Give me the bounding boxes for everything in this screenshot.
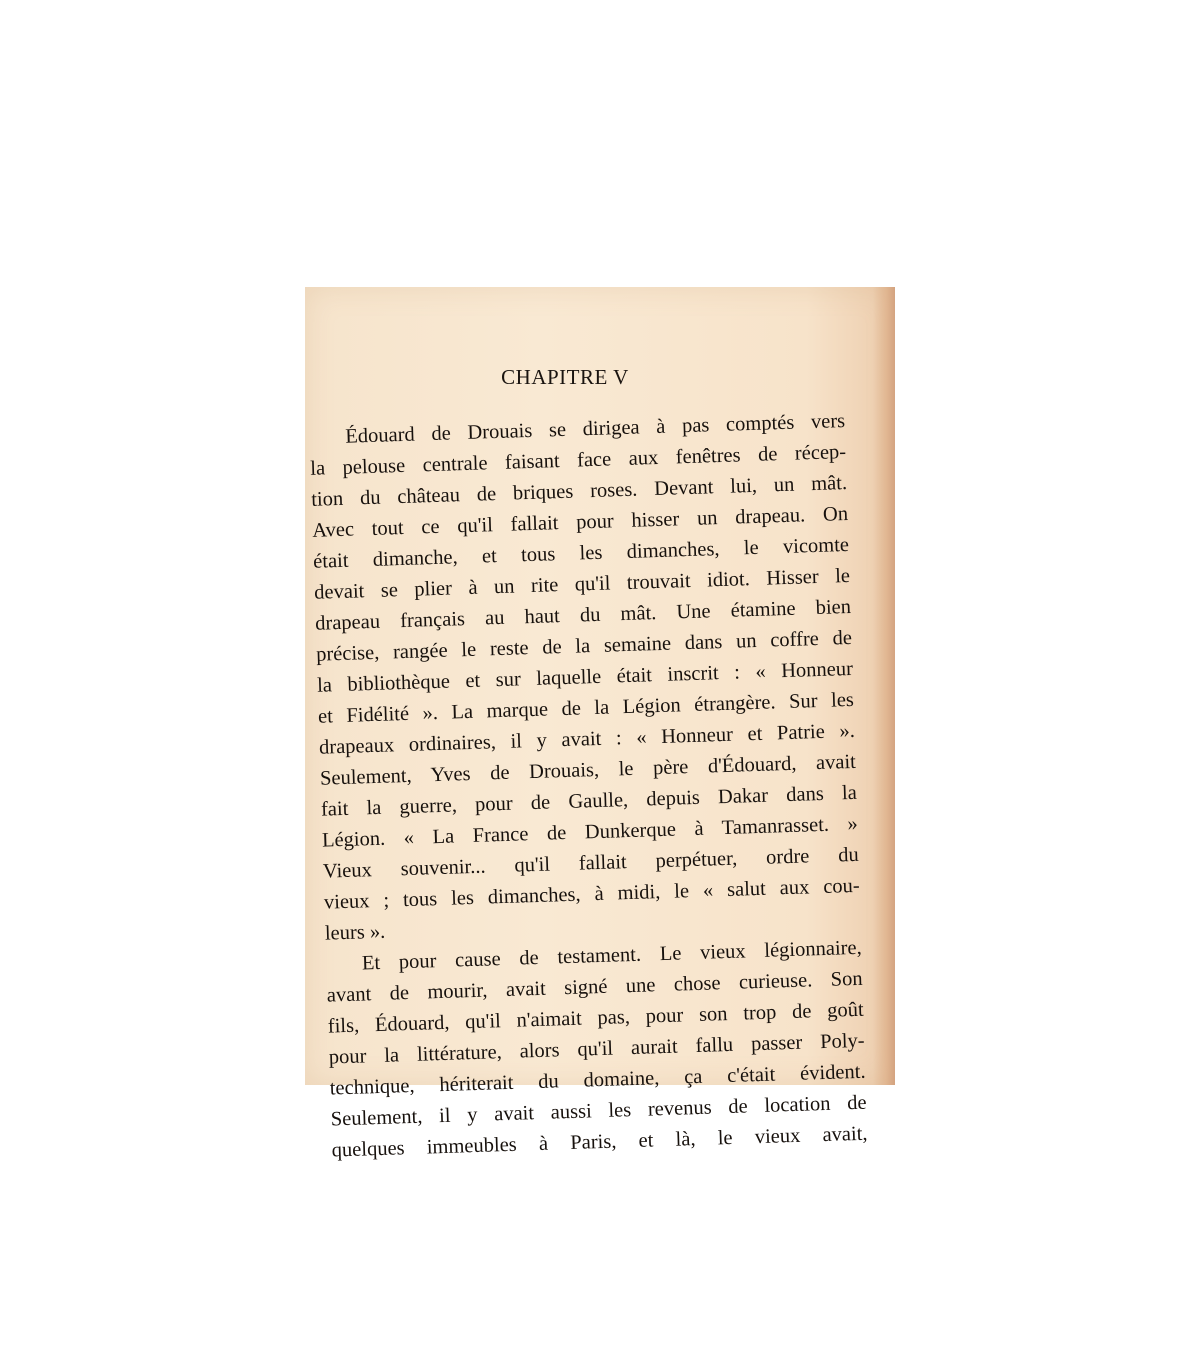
text-line: fait la guerre, pour de Gaulle, depuis Dakar dans la [320,781,858,821]
text-line: Avec tout ce qu'il fallait pour hisser un drapeau. On [311,502,849,542]
body-text [305,409,868,1162]
text-line: était dimanche, et tous les dimanches, le vicomte [312,533,850,573]
text-line: drapeaux ordinaires, il y avait : « Honneur et Patrie ». [318,719,856,759]
text-line: fils, Édouard, qu'il n'aimait pas, pour son trop de goût [327,998,864,1038]
text-line: et Fidélité ». La marque de la Légion étrangère. Sur les [317,688,855,728]
text-line: Légion. « La France de Dunkerque à Tamanrasset. » [321,812,859,852]
text-line: précise, rangée le reste de la semaine dans un coffre de [315,626,853,666]
text-line: tion du château de briques roses. Devant lui, un mât. [310,472,848,511]
text-line: quelques immeubles à Paris, et là, le vieux avait, [331,1122,868,1162]
text-line: pour la littérature, alors qu'il aurait fallu passer Poly- [328,1029,865,1069]
text-line: Seulement, Yves de Drouais, le père d'Édouard, avait [319,750,857,790]
text-line: leurs ». [324,920,386,945]
text-line: devait se plier à un rite qu'il trouvait idiot. Hisser le [313,564,851,604]
book-page [305,287,895,1162]
text-line: la bibliothèque et sur laquelle était inscrit : « Honneur [316,657,854,697]
text-line: avant de mourir, avait signé une chose curieuse. Son [326,967,863,1007]
text-line: Vieux souvenir... qu'il fallait perpétuer, ordre du [322,843,860,883]
chapter-title: CHAPITRE V [501,365,629,389]
text-line: Seulement, il y avait aussi les revenus de location de [330,1091,867,1131]
text-line: drapeau français au haut du mât. Une étamine bien [314,595,852,635]
page-edge-shadow [873,287,895,1085]
text-line: Édouard de Drouais se dirigea à pas comptés vers [344,410,846,448]
text-line: vieux ; tous les dimanches, à midi, le « salut aux cou- [323,874,861,914]
text-line: Et pour cause de testament. Le vieux légionnaire, [361,936,862,975]
text-line: la pelouse centrale faisant face aux fenêtres de récep- [309,441,847,480]
text-line: technique, hériterait du domaine, ça c'était évident. [329,1060,866,1100]
